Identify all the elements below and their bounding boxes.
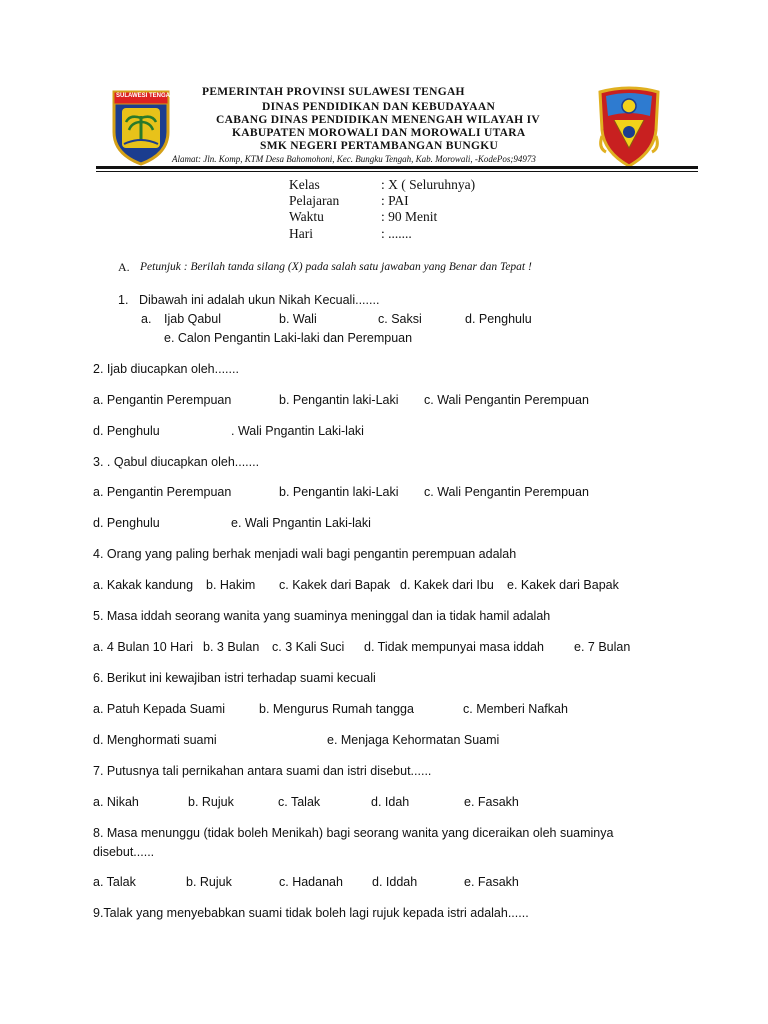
q3-option-b: b. Pengantin laki-Laki [279,485,399,499]
q1-option-e: e. Calon Pengantin Laki-laki dan Perempuan [164,331,413,345]
q8-text-line-1: 8. Masa menunggu (tidak boleh Menikah) bagi seorang wanita yang diceraikan oleh suaminya [93,826,614,840]
q6-option-b: b. Mengurus Rumah tangga [259,702,414,716]
q6-text: 6. Berikut ini kewajiban istri terhadap suami kecuali [93,671,376,685]
q1-option-b: b. Wali [279,312,317,326]
q4-option-b: b. Hakim [206,578,256,592]
q4-option-c: c. Kakek dari Bapak [279,578,391,592]
q1-option-c: c. Saksi [378,312,422,326]
q8-option-b: b. Rujuk [186,875,232,889]
meta-label-kelas: Kelas [289,177,320,192]
q4-text: 4. Orang yang paling berhak menjadi wali bagi pengantin perempuan adalah [93,547,517,561]
q2-option-e: . Wali Pngantin Laki-laki [231,424,364,438]
q1-option-a-marker: a. [141,312,152,326]
q5-option-c: c. 3 Kali Suci [272,640,345,654]
q8-option-e: e. Fasakh [464,875,519,889]
q2-option-d: d. Penghulu [93,424,160,438]
header-line-5: SMK NEGERI PERTAMBANGAN BUNGKU [260,140,499,152]
header-line-2: DINAS PENDIDIKAN DAN KEBUDAYAAN [262,101,496,113]
q1-option-a: Ijab Qabul [164,312,221,326]
q5-option-d: d. Tidak mempunyai masa iddah [364,640,544,654]
q5-text: 5. Masa iddah seorang wanita yang suaminya meninggal dan ia tidak hamil adalah [93,609,551,623]
q8-option-a: a. Talak [93,875,136,889]
q7-option-a: a. Nikah [93,795,139,809]
left-logo-text: SULAWESI TENGAH [116,93,175,99]
q5-option-e: e. 7 Bulan [574,640,631,654]
meta-value-hari: : ....... [381,226,412,241]
meta-value-waktu: : 90 Menit [381,209,438,224]
q3-text: 3. . Qabul diucapkan oleh....... [93,455,260,469]
q7-option-d: d. Idah [371,795,410,809]
instruction-marker: A. [118,260,130,274]
q6-option-c: c. Memberi Nafkah [463,702,568,716]
q4-option-a: a. Kakak kandung [93,578,194,592]
q4-option-d: d. Kakek dari Ibu [400,578,494,592]
q8-option-c: c. Hadanah [279,875,343,889]
q4-option-e: e. Kakek dari Bapak [507,578,619,592]
q5-option-a: a. 4 Bulan 10 Hari [93,640,194,654]
header-line-4: KABUPATEN MOROWALI DAN MOROWALI UTARA [232,127,526,139]
q6-option-e: e. Menjaga Kehormatan Suami [327,733,500,747]
q3-option-e: e. Wali Pngantin Laki-laki [231,516,371,530]
q8-option-d: d. Iddah [372,875,418,889]
meta-label-pelajaran: Pelajaran [289,193,340,208]
header-line-3: CABANG DINAS PENDIDIKAN MENENGAH WILAYAH IV [216,114,540,126]
q8-text-line-2: disebut...... [93,845,155,859]
q2-text: 2. Ijab diucapkan oleh....... [93,362,239,376]
meta-value-kelas: : X ( Seluruhnya) [381,177,476,192]
q7-text: 7. Putusnya tali pernikahan antara suami dan istri disebut...... [93,764,432,778]
meta-label-waktu: Waktu [289,209,324,224]
header-line-1: PEMERINTAH PROVINSI SULAWESI TENGAH [202,86,465,98]
q6-option-a: a. Patuh Kepada Suami [93,702,226,716]
q1-text: Dibawah ini adalah ukun Nikah Kecuali....... [139,293,380,307]
q2-option-b: b. Pengantin laki-Laki [279,393,399,407]
header-address: Alamat: Jln. Komp, KTM Desa Bahomohoni, Kec. Bungku Tengah, Kab. Morowali, -KodePos;94973 [172,154,536,164]
instruction-text: Petunjuk : Berilah tanda silang (X) pada salah satu jawaban yang Benar dan Tepat ! [140,261,532,273]
q7-option-c: c. Talak [278,795,321,809]
q3-option-d: d. Penghulu [93,516,160,530]
meta-label-hari: Hari [289,226,313,241]
q2-option-a: a. Pengantin Perempuan [93,393,232,407]
q3-option-c: c. Wali Pengantin Perempuan [424,485,589,499]
q7-option-b: b. Rujuk [188,795,234,809]
q3-option-a: a. Pengantin Perempuan [93,485,232,499]
meta-value-pelajaran: : PAI [381,193,409,208]
q1-option-d: d. Penghulu [465,312,532,326]
right-logo [596,86,662,168]
q9-text: 9.Talak yang menyebabkan suami tidak boleh lagi rujuk kepada istri adalah...... [93,906,529,920]
left-logo [110,88,175,166]
q1-number: 1. [118,293,129,307]
q5-option-b: b. 3 Bulan [203,640,260,654]
q2-option-c: c. Wali Pengantin Perempuan [424,393,589,407]
q7-option-e: e. Fasakh [464,795,519,809]
header-rule-thin [96,171,698,172]
header-rule-thick [96,166,698,169]
q6-option-d: d. Menghormati suami [93,733,217,747]
